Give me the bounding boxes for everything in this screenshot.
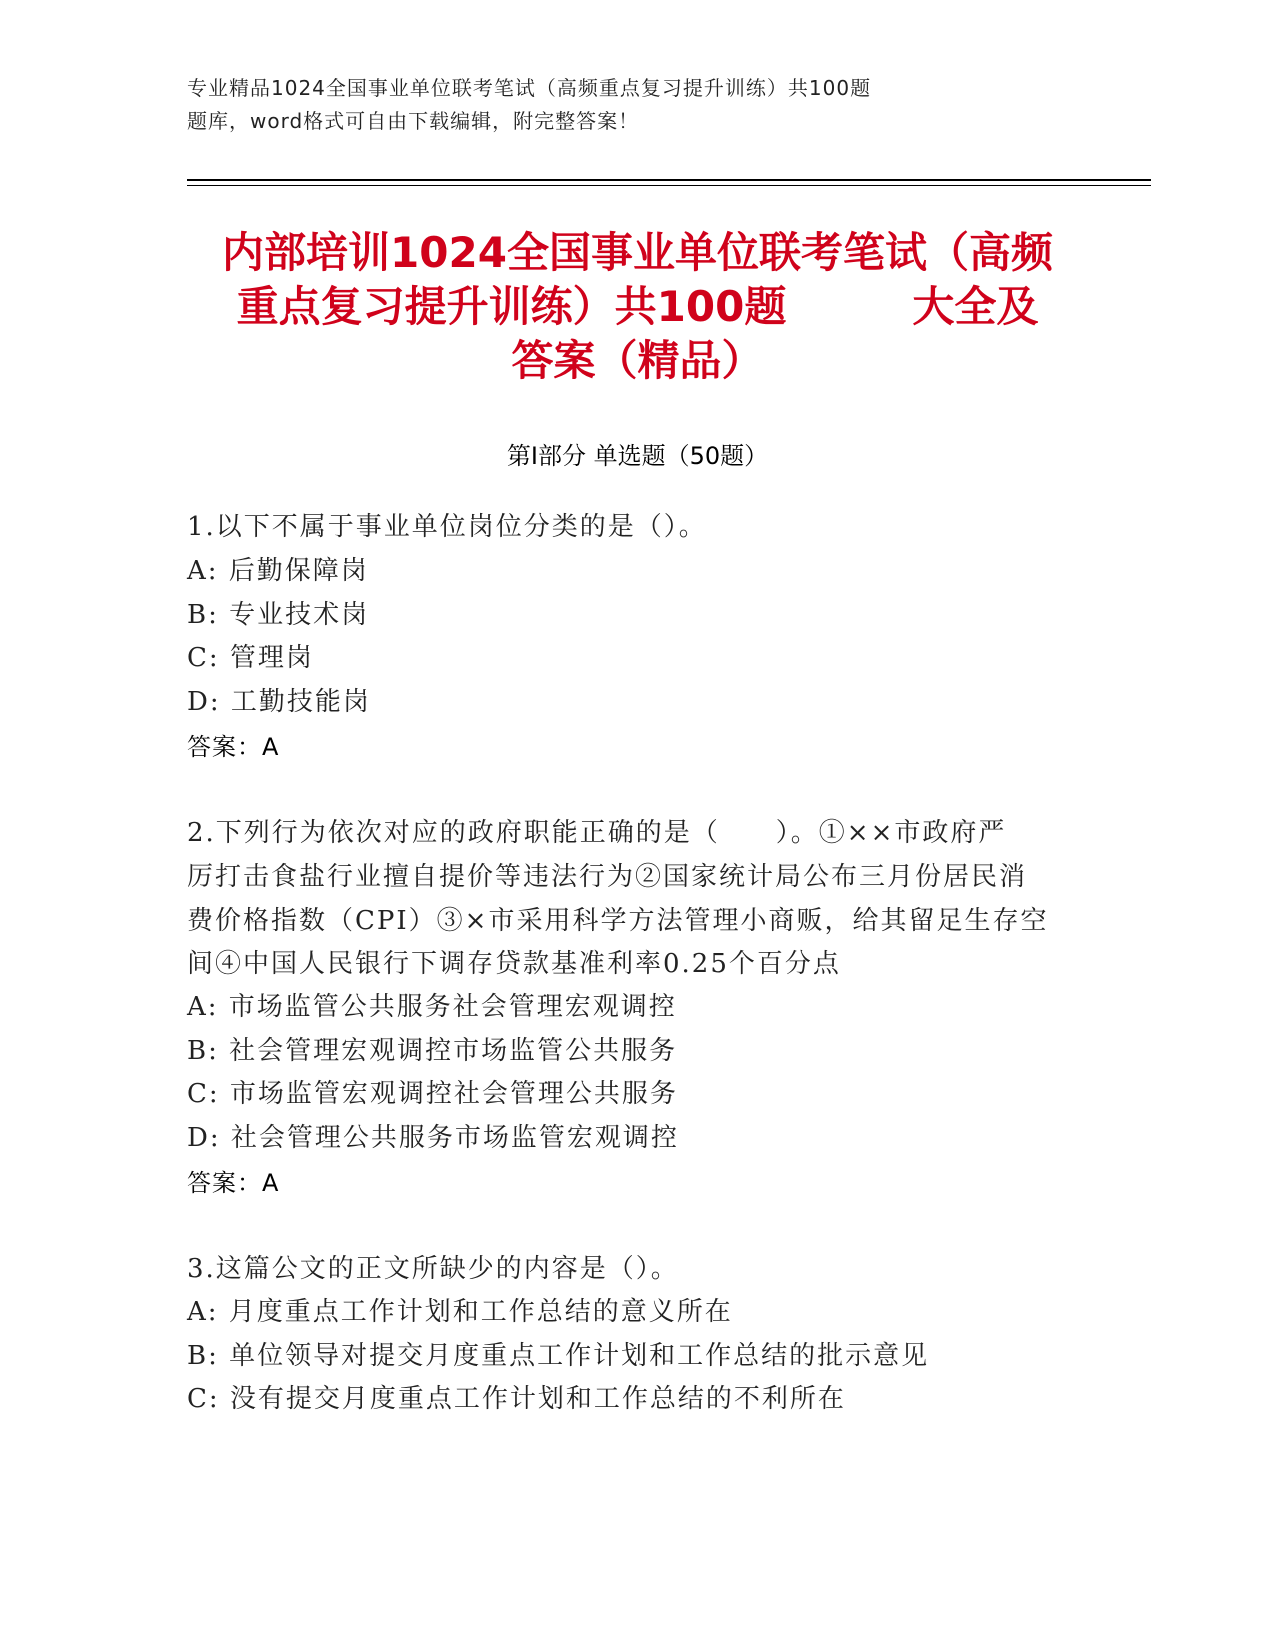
question-3-option-a: A: 月度重点工作计划和工作总结的意义所在 <box>187 1297 733 1327</box>
question-1-option-b: B: 专业技术岗 <box>187 600 370 630</box>
header-note <box>187 72 1007 138</box>
section-title: 第Ⅰ部分 单选题（50题） <box>506 442 769 470</box>
question-1-stem: 1.以下不属于事业单位岗位分类的是（）。 <box>187 512 707 542</box>
question-2-option-a: A: 市场监管公共服务社会管理宏观调控 <box>187 992 677 1022</box>
title-line-3: 答案（精品） <box>511 336 764 385</box>
question-3-option-b: B: 单位领导对提交月度重点工作计划和工作总结的批示意见 <box>187 1341 930 1371</box>
question-3-stem: 3.这篇公文的正文所缺少的内容是（）。 <box>187 1254 679 1284</box>
question-2-stem-line-4: 间④中国人民银行下调存贷款基准利率0.25个百分点 <box>187 949 841 979</box>
header-rule-thin <box>187 185 1151 186</box>
question-1-option-d: D: 工勤技能岗 <box>187 687 371 717</box>
header-rule-thick <box>187 179 1151 181</box>
question-2-stem-line-1: 2.下列行为依次对应的政府职能正确的是（ ）。①××市政府严 <box>187 818 1007 848</box>
header-note-line-1: 专业精品1024全国事业单位联考笔试（高频重点复习提升训练）共100题 <box>187 76 872 100</box>
title-line-2: 重点复习提升训练）共100题 大全及 <box>236 282 1039 331</box>
header-note-line-2: 题库，word格式可自由下载编辑，附完整答案！ <box>187 109 640 133</box>
document-title <box>150 226 1125 388</box>
question-2-option-c: C: 市场监管宏观调控社会管理公共服务 <box>187 1079 678 1109</box>
question-3-option-c: C: 没有提交月度重点工作计划和工作总结的不利所在 <box>187 1384 846 1414</box>
question-2-option-b: B: 社会管理宏观调控市场监管公共服务 <box>187 1036 678 1066</box>
title-line-1: 内部培训1024全国事业单位联考笔试（高频 <box>222 228 1053 277</box>
question-1-answer: 答案：A <box>187 733 280 761</box>
question-2-answer: 答案：A <box>187 1169 280 1197</box>
question-2-stem-line-3: 费价格指数（CPI）③×市采用科学方法管理小商贩，给其留足生存空 <box>187 906 1049 936</box>
question-2-stem-line-2: 厉打击食盐行业擅自提价等违法行为②国家统计局公布三月份居民消 <box>187 862 1028 892</box>
question-1-option-a: A: 后勤保障岗 <box>187 556 369 586</box>
question-1-option-c: C: 管理岗 <box>187 643 314 673</box>
question-2-option-d: D: 社会管理公共服务市场监管宏观调控 <box>187 1123 679 1153</box>
